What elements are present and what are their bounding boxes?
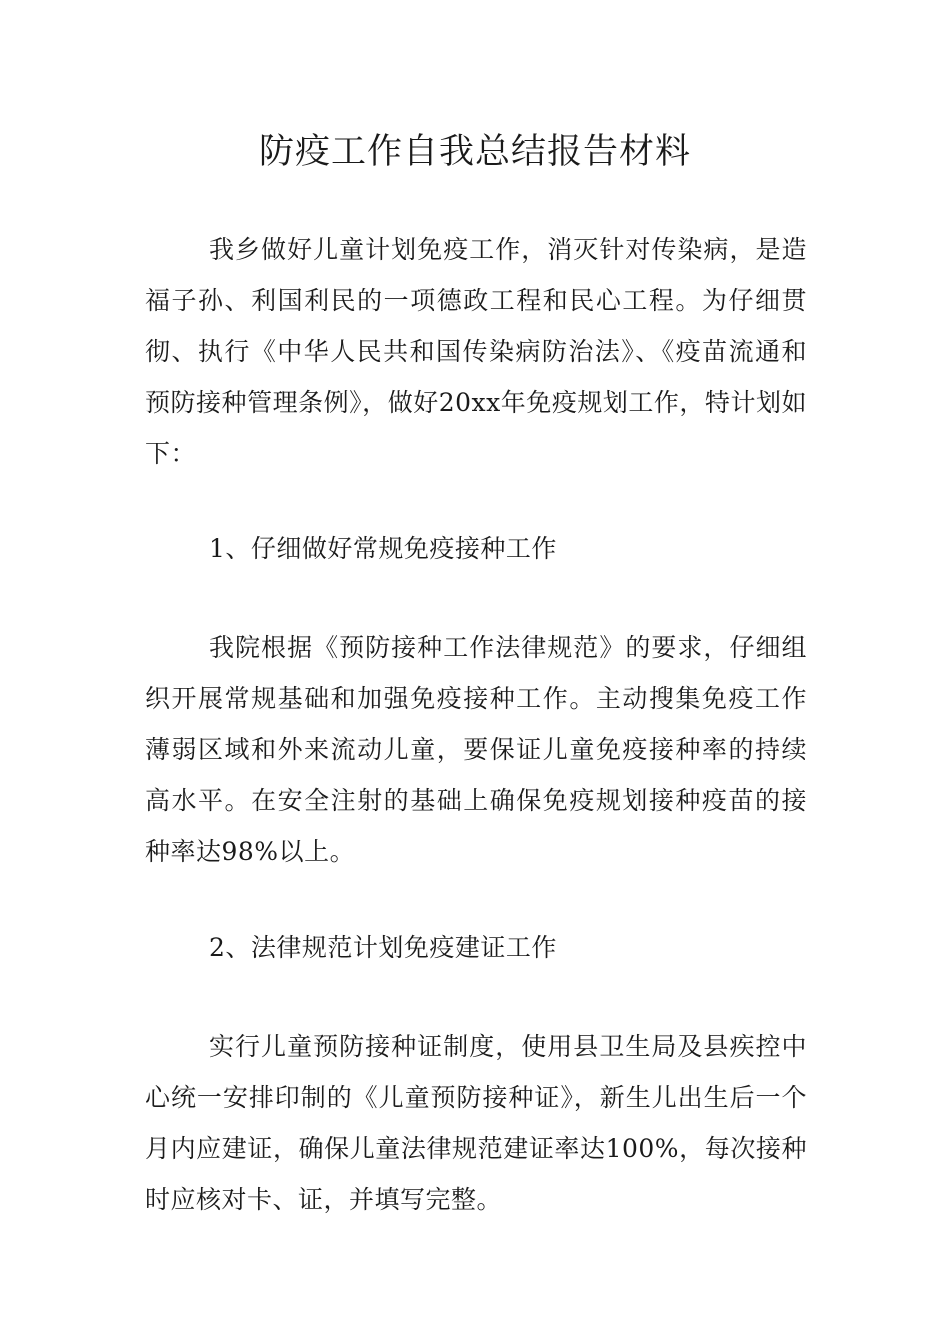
section-2-body: 实行儿童预防接种证制度，使用县卫生局及县疾控中心统一安排印制的《儿童预防接种证》，新生儿出生后一个月内应建证，确保儿童法律规范建证率达100%，每次接种时应核对卡、证，并填写完整。 <box>145 1032 807 1214</box>
intro-paragraph: 我乡做好儿童计划免疫工作，消灭针对传染病，是造福子孙、利国利民的一项德政工程和民心工程。为仔细贯彻、执行《中华人民共和国传染病防治法》、《疫苗流通和预防接种管理条例》，做好20xx年免疫规划工作，特计划如下： <box>145 235 807 468</box>
section-2-heading: 2、法律规范计划免疫建证工作 <box>209 933 557 962</box>
section-1-body: 我院根据《预防接种工作法律规范》的要求，仔细组织开展常规基础和加强免疫接种工作。主动搜集免疫工作薄弱区域和外来流动儿童，要保证儿童免疫接种率的持续高水平。在安全注射的基础上确保免疫规划接种疫苗的接种率达98%以上。 <box>145 633 807 866</box>
section-1-heading: 1、仔细做好常规免疫接种工作 <box>209 534 557 563</box>
document-title: 防疫工作自我总结报告材料 <box>258 132 691 172</box>
